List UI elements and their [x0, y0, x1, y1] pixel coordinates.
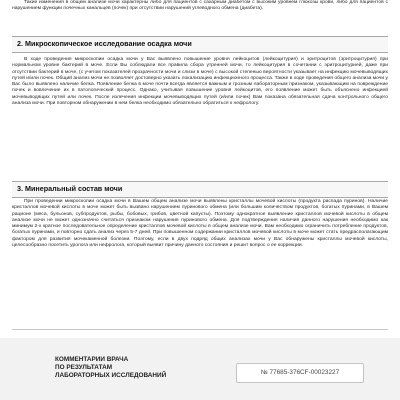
footer-heading-line: ПО РЕЗУЛЬТАТАМ [55, 364, 113, 371]
microscopy-paragraph: В ходе проведения микроскопии осадка мочи у Вас выявлено повышение уровня лейкоцитов (лейкоцитурия) и эритроцитов (эритроцитурия) при нормальном уровне бактерий в моче. Если Вы соблюдали все правила сбора утренней мочи, то лейкоцитурия в сочетании с эритроцитурией, даже при отсутствии бактерий в моче, (с учетом показателей прозрачности мочи и слизи в моче) с высокой степенью вероятности указывает на инфекцию мочевыводящих путей и/или почек. Общий анализ мочи не позволяет достоверно указать локализацию инфекционного процесса. Также в ходе проведения общего анализа мочи у Вас было выявлено наличие белка. Появление белка в моче почти всегда является важным и грозным лабораторным признаком, указывающим на повреждение почек и вовлечение их в патологический процесс. Однако, учитывая повышение уровня лейкоцитов, его появление может быть объяснено инфекцией мочевыводящих путей или почек. После излечения инфекции мочевыводящих путей (и/или почек) Вам показана обязательная сдача контрольного общего анализа мочи. При повторном обнаружении в нем белка необходимо обязательно обратиться к нефрологу. [12, 57, 388, 106]
intro-paragraph: Такие изменения в общем анализе мочи характерны либо для пациентов с сахарным диабетом с высоким уровнем глюкозы крови, либо для пациентов с нарушением функции почечных канальцев (почек) при отсутствии нарушений углеводного обмена (диабета). [12, 0, 388, 12]
document-number-box [236, 363, 364, 383]
document-number: № 77685-376CF-00023227 [260, 369, 340, 376]
section-header-microscopy [12, 36, 388, 53]
footer-heading-line: КОММЕНТАРИИ ВРАЧА [55, 356, 129, 363]
section-header-minerals [12, 181, 388, 198]
footer-heading [55, 356, 245, 380]
minerals-paragraph: При проведении микроскопии осадка мочи в Вашем общем анализе мочи выявлены кристаллы мочевой кислоты (продукта распада пуринов). Наличие кристаллов мочевой кислоты в моче может быть вызвано нарушением пуринового обмена (или большим количеством продуктов, богатых пуринами, в Вашем рационе (мяса, бульонов, субпродуктов, рыбы, бобовых, грибов, цветной капусты). Поэтому однократное выявление кристаллов мочевой кислоты в общем анализе мочи не может однозначно считаться признаком нарушения пуринового обмена. Для подтверждения наличия данного нарушения необходимо как минимум 2-х кратное последовательное определение кристаллов мочевой кислоты в общем анализе мочи. Вам необходимо ограничить потребление продуктов, богатых пуринами, и повторно сдать анализ через 5-7 дней. При повышенном содержании кристаллов мочевой кислоты в моче может стать предрасполагающим фактором для развития мочекаменной болезни. Поэтому, если в двух подряд общих анализах мочи у Вас обнаружены кристаллы мочевой кислоты, целесообразно посетить уролога или нефролога, который выявит причину данного состояния и решит вопрос о ее коррекции. [12, 199, 388, 248]
section-title-microscopy: 2. Микроскопическое исследование осадка мочи [17, 39, 192, 48]
section-title-minerals: 3. Минеральный состав мочи [17, 184, 123, 193]
page-divider [12, 329, 388, 330]
footer-heading-line: ЛАБОРАТОРНЫХ ИССЛЕДОВАНИЙ [55, 372, 167, 379]
